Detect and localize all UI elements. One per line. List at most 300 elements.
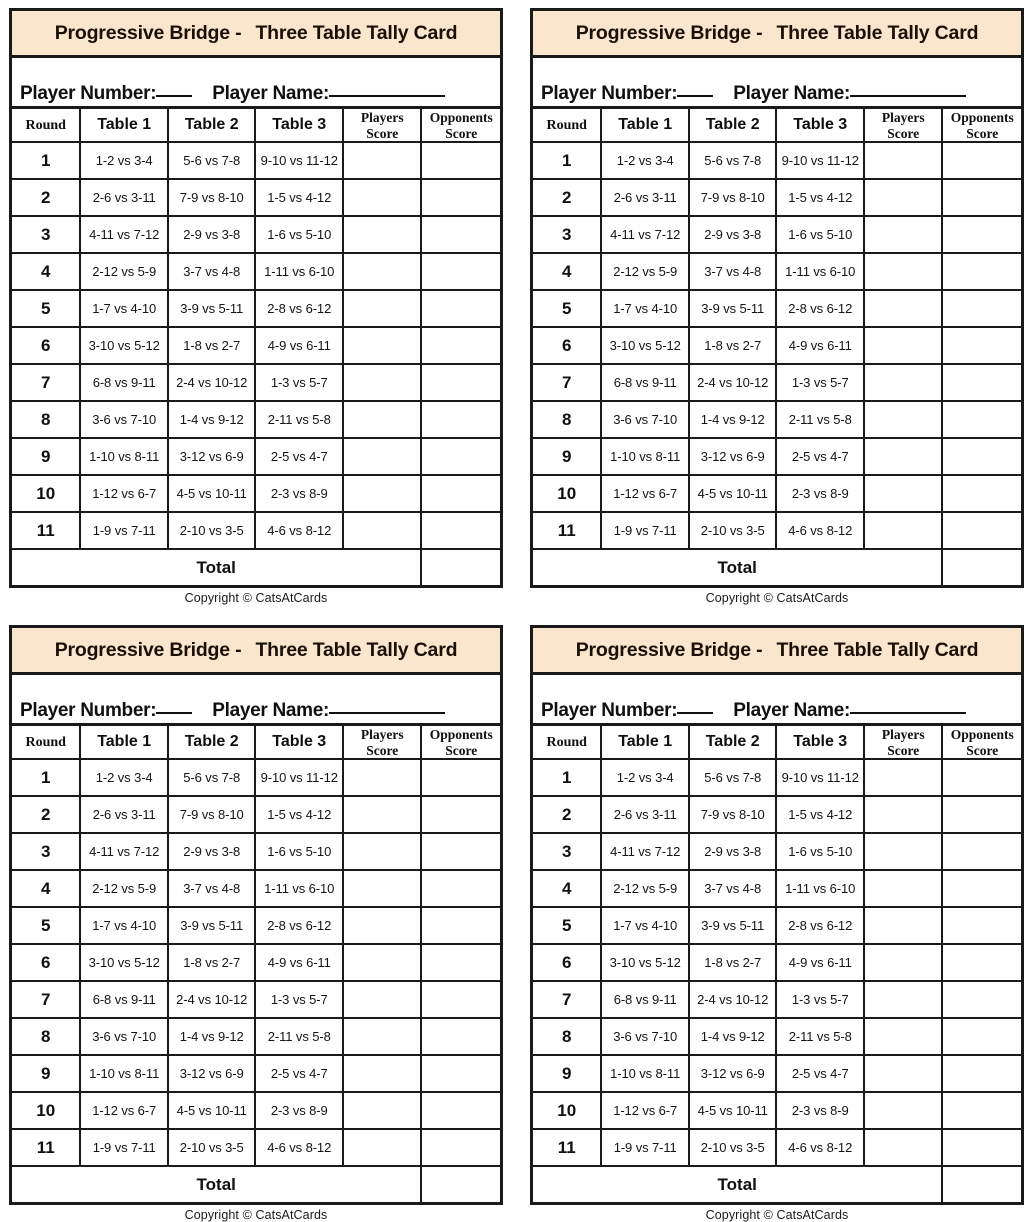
table2-pairing: 2-4 vs 10-12 — [176, 374, 248, 390]
round-number: 2 — [561, 804, 572, 824]
players-score-input-cell[interactable] — [864, 1055, 942, 1092]
table3-cell — [255, 253, 343, 290]
opponents-score-input-cell[interactable] — [421, 290, 500, 327]
tally-card-top-left — [9, 8, 503, 605]
table3-pairing: 4-9 vs 6-11 — [788, 337, 852, 353]
table1-cell — [601, 179, 689, 216]
players-score-input-cell[interactable] — [343, 833, 421, 870]
players-score-input-cell[interactable] — [343, 512, 421, 549]
round-cell — [533, 401, 601, 438]
round-cell — [12, 253, 80, 290]
table3-cell — [776, 364, 864, 401]
players-score-input-cell[interactable] — [864, 907, 942, 944]
tally-card-bottom-left — [9, 625, 503, 1222]
players-score-input-cell[interactable] — [343, 759, 421, 796]
players-score-input-cell[interactable] — [864, 253, 942, 290]
total-value-cell[interactable] — [942, 549, 1021, 585]
opponents-score-input-cell[interactable] — [942, 327, 1021, 364]
players-score-input-cell[interactable] — [864, 438, 942, 475]
opponents-score-input-cell[interactable] — [421, 475, 500, 512]
header-table1-label: Table 1 — [97, 116, 152, 133]
header-table2-label: Table 2 — [705, 733, 760, 750]
round-cell — [12, 1092, 80, 1129]
opponents-score-input-cell[interactable] — [421, 981, 500, 1018]
players-score-input-cell[interactable] — [343, 1018, 421, 1055]
header-table2-label: Table 2 — [705, 116, 760, 133]
header-opponents-score-line2: Score — [966, 126, 999, 142]
player-number-input[interactable] — [156, 712, 192, 714]
opponents-score-input-cell[interactable] — [421, 216, 500, 253]
opponents-score-input-cell[interactable] — [942, 1129, 1021, 1166]
players-score-input-cell[interactable] — [343, 944, 421, 981]
player-info-line — [541, 84, 966, 104]
table-row — [12, 907, 500, 944]
table1-cell — [601, 1129, 689, 1166]
table2-pairing: 3-12 vs 6-9 — [700, 448, 765, 464]
opponents-score-input-cell[interactable] — [942, 907, 1021, 944]
table1-pairing: 3-10 vs 5-12 — [88, 337, 160, 353]
table3-pairing: 9-10 vs 11-12 — [781, 769, 859, 785]
header-table1-label: Table 1 — [97, 733, 152, 750]
players-score-input-cell[interactable] — [864, 142, 942, 179]
table1-cell — [601, 216, 689, 253]
table-row — [533, 290, 1021, 327]
table2-cell — [689, 327, 777, 364]
table2-pairing: 3-9 vs 5-11 — [180, 917, 244, 933]
player-number-input[interactable] — [156, 95, 192, 97]
table-row — [12, 1018, 500, 1055]
card-title-sub: Three Table Tally Card — [776, 21, 979, 44]
card-title-main: Progressive Bridge - — [575, 638, 763, 661]
players-score-input-cell[interactable] — [343, 327, 421, 364]
table3-cell — [255, 944, 343, 981]
table1-pairing: 1-7 vs 4-10 — [613, 917, 678, 933]
table1-cell — [80, 1055, 168, 1092]
table-row — [533, 796, 1021, 833]
table2-pairing: 3-7 vs 4-8 — [704, 880, 762, 896]
total-value-cell[interactable] — [421, 1166, 500, 1202]
header-players-score — [343, 109, 421, 142]
table1-cell — [80, 870, 168, 907]
players-score-input-cell[interactable] — [343, 907, 421, 944]
table3-pairing: 9-10 vs 11-12 — [260, 769, 338, 785]
round-cell — [533, 512, 601, 549]
card-title-bar — [12, 628, 500, 675]
table3-pairing: 4-6 vs 8-12 — [267, 522, 332, 538]
table3-cell — [255, 759, 343, 796]
opponents-score-input-cell[interactable] — [942, 364, 1021, 401]
round-cell — [12, 512, 80, 549]
players-score-input-cell[interactable] — [864, 401, 942, 438]
header-table2-label: Table 2 — [184, 116, 239, 133]
round-number: 8 — [40, 409, 51, 429]
table1-cell — [601, 1055, 689, 1092]
table1-cell — [80, 944, 168, 981]
header-table1-label: Table 1 — [618, 116, 673, 133]
players-score-input-cell[interactable] — [343, 475, 421, 512]
table3-cell — [776, 401, 864, 438]
table1-pairing: 1-2 vs 3-4 — [616, 769, 674, 785]
table3-pairing: 1-5 vs 4-12 — [267, 806, 332, 822]
table3-pairing: 2-5 vs 4-7 — [270, 448, 328, 464]
round-cell — [533, 438, 601, 475]
table1-pairing: 3-10 vs 5-12 — [88, 954, 160, 970]
players-score-input-cell[interactable] — [343, 290, 421, 327]
table2-cell — [168, 179, 256, 216]
table2-cell — [168, 142, 256, 179]
table2-cell — [168, 1018, 256, 1055]
round-cell — [533, 142, 601, 179]
table3-cell — [255, 1092, 343, 1129]
opponents-score-input-cell[interactable] — [942, 253, 1021, 290]
table-row — [12, 1055, 500, 1092]
table2-pairing: 3-9 vs 5-11 — [180, 300, 244, 316]
players-score-input-cell[interactable] — [864, 364, 942, 401]
table-row — [12, 1092, 500, 1129]
table1-cell — [601, 364, 689, 401]
players-score-input-cell[interactable] — [864, 475, 942, 512]
card-title-main: Progressive Bridge - — [54, 638, 242, 661]
table2-cell — [689, 1018, 777, 1055]
players-score-input-cell[interactable] — [864, 1018, 942, 1055]
round-cell — [12, 438, 80, 475]
table1-cell — [80, 796, 168, 833]
player-info-row — [12, 58, 500, 109]
table3-cell — [776, 327, 864, 364]
opponents-score-input-cell[interactable] — [942, 290, 1021, 327]
table1-pairing: 3-6 vs 7-10 — [613, 1028, 678, 1044]
table3-pairing: 1-11 vs 6-10 — [785, 880, 856, 896]
table2-cell — [689, 833, 777, 870]
opponents-score-input-cell[interactable] — [421, 364, 500, 401]
round-number: 3 — [40, 224, 51, 244]
table3-cell — [255, 981, 343, 1018]
opponents-score-input-cell[interactable] — [942, 401, 1021, 438]
opponents-score-input-cell[interactable] — [942, 512, 1021, 549]
table3-cell — [776, 1092, 864, 1129]
players-score-input-cell[interactable] — [343, 179, 421, 216]
opponents-score-input-cell[interactable] — [942, 796, 1021, 833]
header-players-score-label — [344, 110, 420, 141]
table1-pairing: 6-8 vs 9-11 — [92, 991, 156, 1007]
round-number: 2 — [561, 187, 572, 207]
opponents-score-input-cell[interactable] — [421, 438, 500, 475]
opponents-score-input-cell[interactable] — [421, 327, 500, 364]
table2-cell — [168, 870, 256, 907]
opponents-score-input-cell[interactable] — [942, 1055, 1021, 1092]
table2-cell — [689, 142, 777, 179]
table1-pairing: 2-6 vs 3-11 — [613, 806, 677, 822]
table1-cell — [80, 179, 168, 216]
table2-cell — [168, 401, 256, 438]
opponents-score-input-cell[interactable] — [942, 216, 1021, 253]
players-score-input-cell[interactable] — [343, 364, 421, 401]
round-number: 6 — [561, 952, 572, 972]
table3-pairing: 4-9 vs 6-11 — [267, 337, 331, 353]
total-label-cell — [533, 549, 942, 585]
round-number: 1 — [561, 767, 572, 787]
table3-pairing: 1-11 vs 6-10 — [785, 263, 856, 279]
round-number: 1 — [561, 150, 572, 170]
table3-cell — [776, 216, 864, 253]
total-value-cell[interactable] — [942, 1166, 1021, 1202]
round-number: 11 — [36, 1137, 55, 1157]
table-row — [533, 364, 1021, 401]
table2-cell — [689, 1129, 777, 1166]
table3-pairing: 4-9 vs 6-11 — [267, 954, 331, 970]
table3-pairing: 2-8 vs 6-12 — [267, 917, 332, 933]
players-score-input-cell[interactable] — [343, 438, 421, 475]
round-cell — [12, 796, 80, 833]
table-row — [12, 981, 500, 1018]
opponents-score-input-cell[interactable] — [421, 1055, 500, 1092]
players-score-input-cell[interactable] — [864, 1092, 942, 1129]
table1-pairing: 2-6 vs 3-11 — [613, 189, 677, 205]
table2-cell — [689, 438, 777, 475]
table3-cell — [255, 796, 343, 833]
player-name-input[interactable] — [329, 95, 445, 97]
card-title-text — [55, 639, 458, 662]
card-title-sub: Three Table Tally Card — [255, 21, 458, 44]
header-table1 — [80, 726, 168, 759]
opponents-score-input-cell[interactable] — [942, 944, 1021, 981]
rounds-table — [12, 726, 500, 1202]
round-number: 7 — [561, 372, 572, 392]
player-number-label: Player Number: — [541, 83, 678, 105]
players-score-input-cell[interactable] — [864, 944, 942, 981]
players-score-input-cell[interactable] — [343, 1092, 421, 1129]
players-score-input-cell[interactable] — [343, 253, 421, 290]
players-score-input-cell[interactable] — [343, 1129, 421, 1166]
opponents-score-input-cell[interactable] — [421, 796, 500, 833]
table-row — [533, 401, 1021, 438]
opponents-score-input-cell[interactable] — [942, 981, 1021, 1018]
opponents-score-input-cell[interactable] — [942, 438, 1021, 475]
player-name-input[interactable] — [329, 712, 445, 714]
total-row — [12, 549, 500, 585]
round-cell — [12, 870, 80, 907]
total-value-cell[interactable] — [421, 549, 500, 585]
copyright-text: Copyright © CatsAtCards — [705, 591, 849, 605]
table-row — [533, 907, 1021, 944]
players-score-input-cell[interactable] — [343, 142, 421, 179]
table3-pairing: 1-11 vs 6-10 — [264, 880, 335, 896]
table1-cell — [80, 401, 168, 438]
round-number: 2 — [40, 804, 51, 824]
round-cell — [12, 1018, 80, 1055]
table3-cell — [255, 512, 343, 549]
table3-cell — [255, 1055, 343, 1092]
table3-pairing: 1-5 vs 4-12 — [267, 189, 332, 205]
table2-pairing: 7-9 vs 8-10 — [700, 806, 765, 822]
round-cell — [12, 907, 80, 944]
table-row — [533, 179, 1021, 216]
round-number: 6 — [561, 335, 572, 355]
header-opponents-score — [421, 726, 500, 759]
opponents-score-input-cell[interactable] — [421, 833, 500, 870]
players-score-input-cell[interactable] — [864, 833, 942, 870]
table1-pairing: 3-6 vs 7-10 — [92, 1028, 157, 1044]
opponents-score-input-cell[interactable] — [942, 870, 1021, 907]
table-row — [533, 512, 1021, 549]
table2-pairing: 3-7 vs 4-8 — [704, 263, 762, 279]
players-score-input-cell[interactable] — [343, 796, 421, 833]
tally-card-bottom-right — [530, 625, 1024, 1222]
opponents-score-input-cell[interactable] — [421, 759, 500, 796]
copyright-text: Copyright © CatsAtCards — [184, 1208, 328, 1222]
header-table2 — [168, 726, 256, 759]
table1-pairing: 1-9 vs 7-11 — [92, 522, 156, 538]
table2-cell — [168, 1129, 256, 1166]
table3-pairing: 2-3 vs 8-9 — [791, 1102, 849, 1118]
table-row — [533, 142, 1021, 179]
header-round — [533, 109, 601, 142]
opponents-score-input-cell[interactable] — [942, 833, 1021, 870]
round-number: 10 — [557, 483, 577, 503]
header-players-score-label — [865, 110, 941, 141]
player-number-label: Player Number: — [541, 700, 678, 722]
players-score-input-cell[interactable] — [864, 1129, 942, 1166]
table2-pairing: 1-8 vs 2-7 — [183, 337, 241, 353]
table-row — [533, 216, 1021, 253]
table2-pairing: 2-10 vs 3-5 — [179, 1139, 244, 1155]
table2-pairing: 2-4 vs 10-12 — [697, 374, 769, 390]
copyright-text: Copyright © CatsAtCards — [705, 1208, 849, 1222]
opponents-score-input-cell[interactable] — [942, 1018, 1021, 1055]
opponents-score-input-cell[interactable] — [421, 401, 500, 438]
players-score-input-cell[interactable] — [864, 796, 942, 833]
table-row — [533, 1055, 1021, 1092]
player-name-label: Player Name: — [212, 700, 330, 722]
header-players-score-line1: Players — [881, 727, 925, 743]
player-number-input[interactable] — [677, 95, 713, 97]
table3-pairing: 1-3 vs 5-7 — [791, 991, 849, 1007]
header-opponents-score-line1: Opponents — [429, 110, 493, 126]
opponents-score-input-cell[interactable] — [421, 253, 500, 290]
table-row — [12, 512, 500, 549]
table2-cell — [168, 253, 256, 290]
opponents-score-input-cell[interactable] — [942, 142, 1021, 179]
opponents-score-input-cell[interactable] — [421, 512, 500, 549]
players-score-input-cell[interactable] — [864, 981, 942, 1018]
copyright-text: Copyright © CatsAtCards — [184, 591, 328, 605]
table1-pairing: 1-10 vs 8-11 — [610, 448, 681, 464]
card-title-bar — [12, 11, 500, 58]
table1-cell — [601, 142, 689, 179]
opponents-score-input-cell[interactable] — [942, 179, 1021, 216]
table3-pairing: 2-8 vs 6-12 — [788, 300, 853, 316]
opponents-score-input-cell[interactable] — [421, 1129, 500, 1166]
table1-cell — [80, 327, 168, 364]
tally-card-body — [9, 8, 503, 588]
table2-cell — [168, 833, 256, 870]
player-number-input[interactable] — [677, 712, 713, 714]
players-score-input-cell[interactable] — [864, 759, 942, 796]
table3-pairing: 9-10 vs 11-12 — [260, 152, 338, 168]
players-score-input-cell[interactable] — [343, 870, 421, 907]
players-score-input-cell[interactable] — [343, 981, 421, 1018]
opponents-score-input-cell[interactable] — [942, 1092, 1021, 1129]
card-title-main: Progressive Bridge - — [54, 21, 242, 44]
opponents-score-input-cell[interactable] — [421, 907, 500, 944]
round-number: 4 — [561, 878, 572, 898]
table2-pairing: 5-6 vs 7-8 — [183, 769, 241, 785]
player-name-input[interactable] — [850, 95, 966, 97]
player-info-row — [533, 58, 1021, 109]
opponents-score-input-cell[interactable] — [421, 179, 500, 216]
table1-pairing: 2-12 vs 5-9 — [92, 880, 157, 896]
table1-cell — [601, 1092, 689, 1129]
header-opponents-score — [942, 726, 1021, 759]
opponents-score-input-cell[interactable] — [942, 475, 1021, 512]
players-score-input-cell[interactable] — [864, 290, 942, 327]
players-score-input-cell[interactable] — [864, 216, 942, 253]
players-score-input-cell[interactable] — [864, 512, 942, 549]
round-cell — [533, 253, 601, 290]
table1-pairing: 1-9 vs 7-11 — [92, 1139, 156, 1155]
players-score-input-cell[interactable] — [864, 179, 942, 216]
table1-cell — [601, 401, 689, 438]
opponents-score-input-cell[interactable] — [421, 870, 500, 907]
table1-pairing: 4-11 vs 7-12 — [610, 226, 681, 242]
table3-pairing: 4-9 vs 6-11 — [788, 954, 852, 970]
players-score-input-cell[interactable] — [864, 870, 942, 907]
table1-pairing: 4-11 vs 7-12 — [610, 843, 681, 859]
table2-pairing: 1-4 vs 9-12 — [700, 411, 765, 427]
opponents-score-input-cell[interactable] — [421, 944, 500, 981]
players-score-input-cell[interactable] — [343, 1055, 421, 1092]
table2-pairing: 3-12 vs 6-9 — [179, 448, 244, 464]
table2-cell — [168, 327, 256, 364]
table2-pairing: 1-8 vs 2-7 — [183, 954, 241, 970]
player-name-label: Player Name: — [733, 700, 851, 722]
players-score-input-cell[interactable] — [343, 216, 421, 253]
table3-cell — [776, 870, 864, 907]
table2-pairing: 2-9 vs 3-8 — [183, 226, 241, 242]
card-title-main: Progressive Bridge - — [575, 21, 763, 44]
round-cell — [533, 179, 601, 216]
table2-pairing: 4-5 vs 10-11 — [176, 1102, 247, 1118]
table-row — [12, 179, 500, 216]
players-score-input-cell[interactable] — [864, 327, 942, 364]
total-label-cell — [12, 549, 421, 585]
header-opponents-score-line2: Score — [445, 743, 478, 759]
table3-cell — [255, 833, 343, 870]
table2-cell — [689, 216, 777, 253]
opponents-score-input-cell[interactable] — [421, 1018, 500, 1055]
table3-cell — [776, 1055, 864, 1092]
round-cell — [533, 216, 601, 253]
header-players-score — [343, 726, 421, 759]
table3-pairing: 4-6 vs 8-12 — [788, 1139, 853, 1155]
table1-cell — [80, 1018, 168, 1055]
tally-card-top-right — [530, 8, 1024, 605]
table3-cell — [776, 512, 864, 549]
opponents-score-input-cell[interactable] — [421, 1092, 500, 1129]
round-number: 10 — [36, 483, 56, 503]
player-name-label: Player Name: — [733, 83, 851, 105]
table3-cell — [255, 327, 343, 364]
table3-pairing: 2-5 vs 4-7 — [270, 1065, 328, 1081]
player-name-input[interactable] — [850, 712, 966, 714]
round-number: 8 — [561, 1026, 572, 1046]
opponents-score-input-cell[interactable] — [421, 142, 500, 179]
round-cell — [12, 216, 80, 253]
header-opponents-score-label — [943, 727, 1021, 758]
table1-pairing: 1-7 vs 4-10 — [92, 917, 157, 933]
players-score-input-cell[interactable] — [343, 401, 421, 438]
opponents-score-input-cell[interactable] — [942, 759, 1021, 796]
